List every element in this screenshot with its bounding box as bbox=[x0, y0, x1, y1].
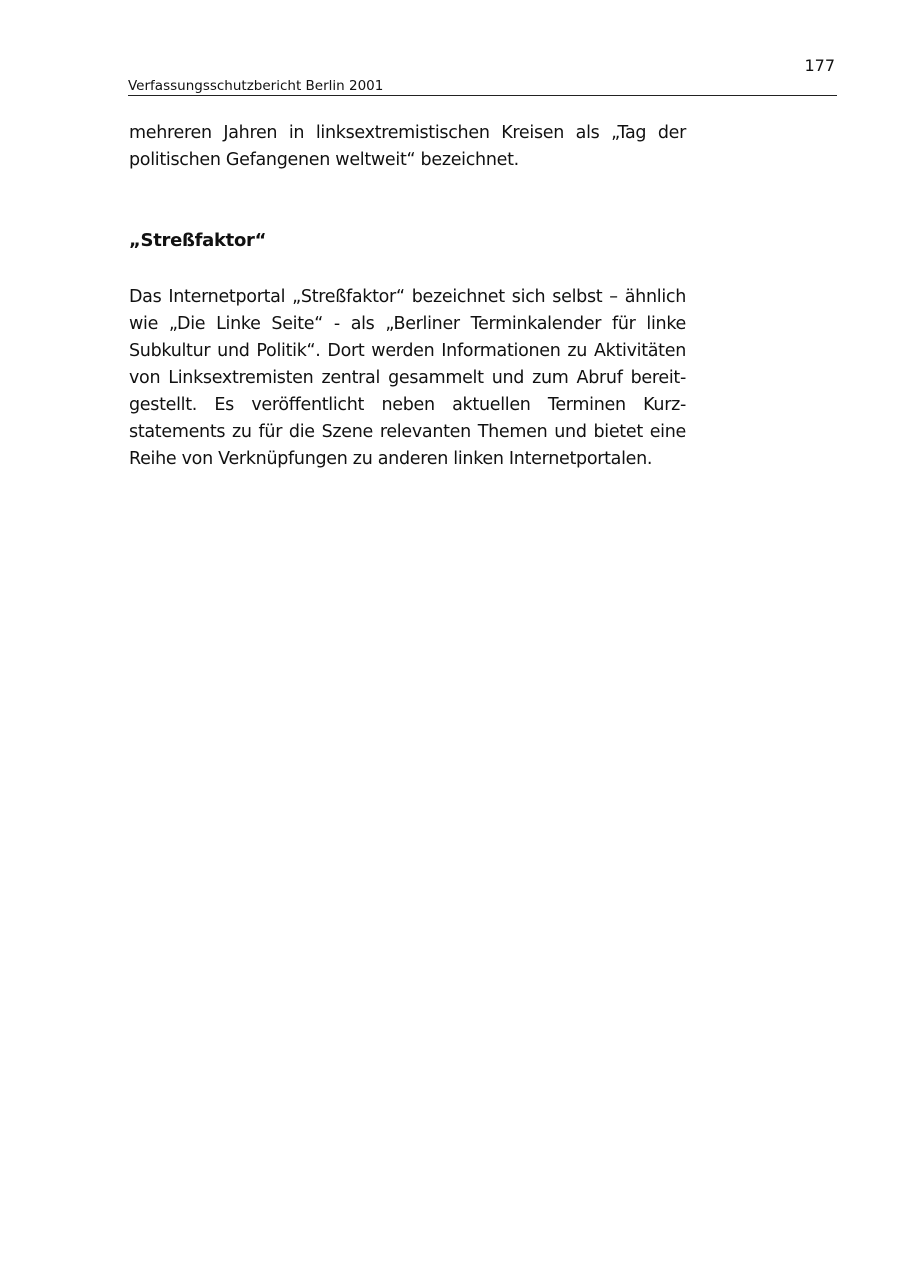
text-line: von Linksextremisten zentral gesammelt und zum Abruf bereit- bbox=[129, 368, 686, 388]
running-header: Verfassungsschutzbericht Berlin 2001 bbox=[128, 78, 384, 94]
text-line: wie „Die Linke Seite“ - als „Berliner Terminkalender für linke bbox=[129, 314, 686, 334]
paragraph-continuation bbox=[129, 120, 686, 174]
text-line: Das Internetportal „Streßfaktor“ bezeichnet sich selbst – ähnlich bbox=[129, 287, 686, 307]
paragraph-stressfaktor bbox=[129, 284, 686, 473]
page-number: 177 bbox=[804, 56, 835, 75]
text-line: mehreren Jahren in linksextremistischen Kreisen als „Tag der bbox=[129, 123, 686, 143]
text-line: Subkultur und Politik“. Dort werden Informationen zu Aktivitäten bbox=[129, 341, 686, 361]
text-line: Reihe von Verknüpfungen zu anderen linken Internetportalen. bbox=[129, 449, 653, 469]
text-line: statements zu für die Szene relevanten Themen und bietet eine bbox=[129, 422, 686, 442]
text-line: politischen Gefangenen weltweit“ bezeichnet. bbox=[129, 150, 519, 170]
header-rule bbox=[128, 95, 837, 96]
text-line: gestellt. Es veröffentlicht neben aktuellen Terminen Kurz- bbox=[129, 395, 686, 415]
section-heading: „Streßfaktor“ bbox=[129, 230, 267, 251]
